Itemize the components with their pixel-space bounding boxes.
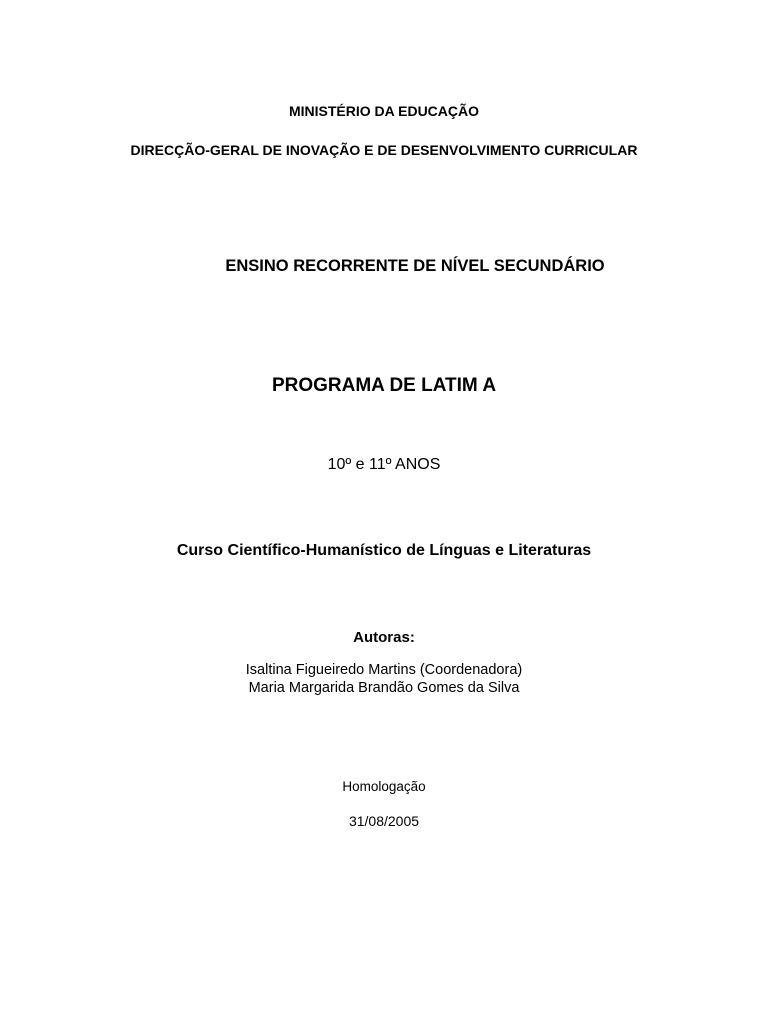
homologation-date: 31/08/2005 [348, 813, 420, 829]
homologation-label: Homologação [342, 779, 426, 794]
ministry-heading: MINISTÉRIO DA EDUCAÇÃO [288, 103, 480, 119]
authors-label: Autoras: [353, 629, 415, 646]
author-name: Isaltina Figueiredo Martins (Coordenadora) [245, 662, 523, 678]
author-name: Maria Margarida Brandão Gomes da Silva [248, 680, 520, 696]
school-years: 10º e 11º ANOS [327, 456, 441, 473]
directorate-heading: DIRECÇÃO-GERAL DE INOVAÇÃO E DE DESENVOLVIMENTO CURRICULAR [130, 142, 638, 158]
education-level-heading: ENSINO RECORRENTE DE NÍVEL SECUNDÁRIO [225, 257, 605, 275]
document-title: PROGRAMA DE LATIM A [271, 375, 497, 396]
course-name: Curso Científico-Humanístico de Línguas e Literaturas [176, 542, 592, 559]
